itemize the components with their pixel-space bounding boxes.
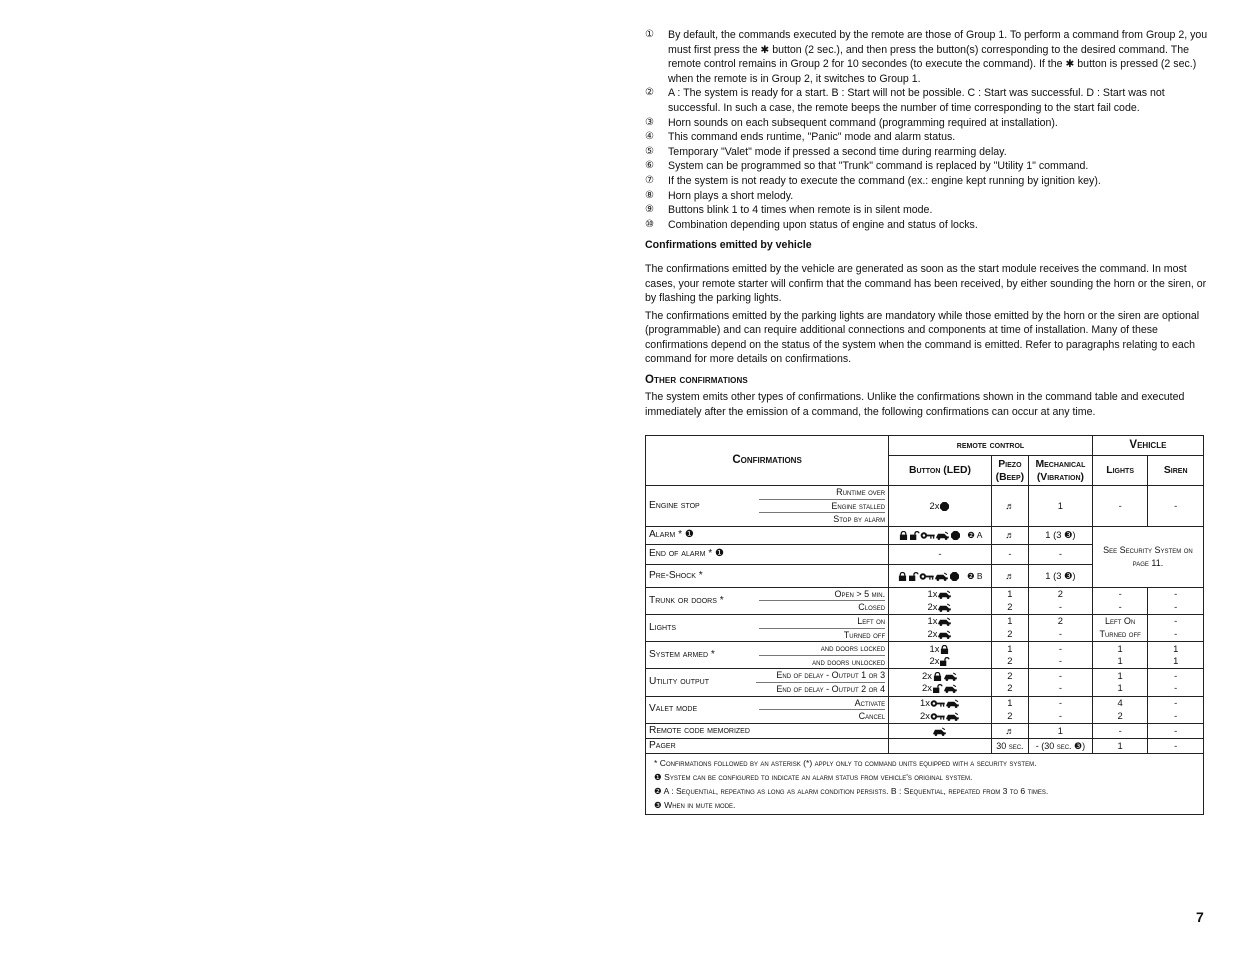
- stop-icon: [939, 502, 950, 511]
- armed-lights: 1 1: [1092, 642, 1148, 669]
- key-icon: [919, 572, 934, 581]
- unlock-icon: [939, 657, 950, 666]
- paragraph-vehicle-1: The confirmations emitted by the vehicle are generated as soon as the start module receives the command. In most cases, your remote starter will confirm that the command has been received, by either sounding the horn or the siren, or by flashing the parking lights.: [645, 262, 1207, 305]
- car-icon: [937, 630, 952, 639]
- row-label-valet-mode: Valet mode: [646, 696, 756, 723]
- note-1: ① By default, the commands executed by the remote are those of Group 1. To perform a command from Group 2, you must first press the ✱ button (2 sec.), and then press the button(s) corresponding to the desired command. The remote control remains in Group 2 for 10 secondes (to execute the command). If the ✱ button is pressed (2 sec.) when the remote is in Group 2, it switches to Group 1.: [645, 29, 1208, 85]
- row-label-alarm: Alarm * ❶: [646, 526, 889, 544]
- valet-button: 1x 2x: [889, 696, 992, 723]
- lights-piezo: 1 2: [991, 614, 1028, 641]
- row-label-pre-shock: Pre-Shock *: [646, 564, 889, 587]
- pager-mech: - (30 sec. ❸): [1028, 738, 1092, 753]
- lights-lights: Left On Turned off: [1092, 614, 1148, 641]
- row-sub-valet-mode: Activate Cancel: [756, 696, 889, 723]
- page-number: 7: [1196, 909, 1204, 925]
- trunk-lights: - -: [1092, 587, 1148, 614]
- note-6: ⑥ System can be programmed so that "Trunk" command is replaced by "Utility 1" command.: [645, 160, 1089, 173]
- footnote-asterisk: * Confirmations followed by an asterisk (*) apply only to command units equipped with a security system.: [654, 757, 1037, 768]
- armed-piezo: 1 2: [991, 642, 1028, 669]
- pager-siren: -: [1148, 738, 1204, 753]
- utility-button: 2x 2x: [889, 669, 992, 696]
- row-sub-lights: Left on Turned off: [756, 614, 889, 641]
- end-alarm-button: -: [889, 544, 992, 564]
- header-vehicle: Vehicle: [1092, 436, 1203, 456]
- note-9: ⑨ Buttons blink 1 to 4 times when remote is in silent mode.: [645, 204, 933, 217]
- utility-mech: - -: [1028, 669, 1092, 696]
- lock-icon: [898, 531, 909, 540]
- note-7: ⑦ If the system is not ready to execute the command (ex.: engine kept running by ignition key).: [645, 174, 1101, 187]
- table-row-remote-code: [646, 723, 1204, 738]
- trunk-siren: - -: [1148, 587, 1204, 614]
- stop-icon: [950, 531, 961, 540]
- car-icon: [945, 699, 960, 708]
- row-sub-trunk: Open > 5 min. Closed: [756, 587, 889, 614]
- pager-button: [889, 738, 992, 753]
- row-label-engine-stop: Engine stop: [646, 486, 756, 527]
- header-piezo: Piezo (Beep): [991, 456, 1028, 486]
- table-row-engine-stop: [646, 486, 1204, 527]
- header-remote-control: remote control: [889, 436, 1093, 456]
- pre-shock-mech: 1 (3 ❸): [1028, 564, 1092, 587]
- row-label-end-of-alarm: End of alarm * ❶: [646, 544, 889, 564]
- pager-piezo: 30 sec.: [991, 738, 1028, 753]
- valet-lights: 4 2: [1092, 696, 1148, 723]
- car-icon: [945, 712, 960, 721]
- trunk-button: 1x 2x: [889, 587, 992, 614]
- trunk-piezo: 1 2: [991, 587, 1028, 614]
- table-footnotes-row: [646, 753, 1204, 814]
- header-confirmations: Confirmations: [646, 436, 889, 486]
- unlock-icon: [909, 531, 920, 540]
- lights-siren: - -: [1148, 614, 1204, 641]
- remote-code-button: [889, 723, 992, 738]
- header-button-led: Button (LED): [889, 456, 992, 486]
- notes-column: [645, 28, 1210, 419]
- car-icon: [943, 684, 958, 693]
- table-row-valet-mode: [646, 696, 1204, 723]
- row-sub-engine-stop: Runtime over Engine stalled Stop by alarm: [756, 486, 889, 527]
- pre-shock-piezo: ♬: [991, 564, 1028, 587]
- armed-siren: 1 1: [1148, 642, 1204, 669]
- alarm-button: ❷ A: [889, 526, 992, 544]
- remote-code-siren: -: [1148, 723, 1204, 738]
- heading-other-confirmations: Other confirmations: [645, 374, 748, 387]
- table-row-system-armed: [646, 642, 1204, 669]
- armed-mech: - -: [1028, 642, 1092, 669]
- footnote-2: ❷ A : Sequential, repeating as long as alarm condition persists. B : Sequential, repeated from 3 to 6 times.: [654, 785, 1049, 796]
- engine-stop-lights: -: [1092, 486, 1148, 527]
- armed-button: 1x 2x: [889, 642, 992, 669]
- header-mechanical: Mechanical (Vibration): [1028, 456, 1092, 486]
- table-row-pager: [646, 738, 1204, 753]
- row-label-utility-output: Utility output: [646, 669, 756, 696]
- header-lights: Lights: [1092, 456, 1148, 486]
- note-5: ⑤ Temporary "Valet" mode if pressed a second time during rearming delay.: [645, 145, 1007, 158]
- trunk-mech: 2 -: [1028, 587, 1092, 614]
- row-label-trunk: Trunk or doors *: [646, 587, 756, 614]
- lock-icon: [897, 572, 908, 581]
- remote-code-lights: -: [1092, 723, 1148, 738]
- see-security-note: See Security System on page 11.: [1092, 526, 1203, 587]
- paragraph-other: The system emits other types of confirmations. Unlike the confirmations shown in the command table and executed immediately after the emission of a command, the following confirmations can occur at any time.: [645, 391, 1185, 418]
- key-icon: [930, 712, 945, 721]
- note-2: ② A : The system is ready for a start. B : Start will not be possible. C : Start was successful. D : Start was not successful. In such a case, the remote beeps the number of time corresponding to the start fail code.: [645, 87, 1165, 114]
- table-row-alarm: [646, 526, 1204, 544]
- engine-stop-button: 2x: [889, 486, 992, 527]
- header-siren: Siren: [1148, 456, 1204, 486]
- footnote-1: ❶ System can be configured to indicate an alarm status from vehicle's original system.: [654, 771, 973, 782]
- stop-icon: [949, 572, 960, 581]
- lock-icon: [932, 672, 943, 681]
- engine-stop-mech: 1: [1028, 486, 1092, 527]
- paragraph-vehicle-2: The confirmations emitted by the parking lights are mandatory while those emitted by the horn or the siren are optional (programmable) and can require additional connections and components at time of installation. Many of these confirmations depend on the status of the system when the command is emitted. Refer to paragraphs relating to each command for more details on confirmations.: [645, 309, 1200, 366]
- note-3: ③ Horn sounds on each subsequent command (programming required at installation).: [645, 116, 1058, 129]
- valet-piezo: 1 2: [991, 696, 1028, 723]
- note-10: ⑩ Combination depending upon status of engine and status of locks.: [645, 218, 978, 231]
- pre-shock-button: ❷ B: [889, 564, 992, 587]
- lights-mech: 2 -: [1028, 614, 1092, 641]
- row-label-lights: Lights: [646, 614, 756, 641]
- car-icon: [943, 672, 958, 681]
- pager-lights: 1: [1092, 738, 1148, 753]
- alarm-mech: 1 (3 ❸): [1028, 526, 1092, 544]
- utility-lights: 1 1: [1092, 669, 1148, 696]
- end-alarm-mech: -: [1028, 544, 1092, 564]
- alarm-piezo: ♬: [991, 526, 1028, 544]
- utility-piezo: 2 2: [991, 669, 1028, 696]
- row-sub-system-armed: and doors locked and doors unlocked: [756, 642, 889, 669]
- table-row-utility-output: [646, 669, 1204, 696]
- engine-stop-piezo: ♬: [991, 486, 1028, 527]
- key-icon: [920, 531, 935, 540]
- key-icon: [930, 699, 945, 708]
- lights-button: 1x 2x: [889, 614, 992, 641]
- confirmations-table: [645, 435, 1204, 815]
- remote-code-piezo: ♬: [991, 723, 1028, 738]
- car-icon: [934, 572, 949, 581]
- unlock-icon: [908, 572, 919, 581]
- note-4: ④ This command ends runtime, "Panic" mode and alarm status.: [645, 131, 956, 144]
- row-sub-utility-output: End of delay - Output 1 or 3 End of delay - Output 2 or 4: [756, 669, 889, 696]
- car-icon: [935, 531, 950, 540]
- valet-siren: - -: [1148, 696, 1204, 723]
- remote-code-mech: 1: [1028, 723, 1092, 738]
- note-8: ⑧ Horn plays a short melody.: [645, 189, 794, 202]
- footnote-3: ❸ When in mute mode.: [654, 799, 736, 810]
- end-alarm-piezo: -: [991, 544, 1028, 564]
- car-icon: [932, 727, 947, 736]
- car-icon: [937, 617, 952, 626]
- car-icon: [937, 603, 952, 612]
- valet-mech: - -: [1028, 696, 1092, 723]
- lock-icon: [939, 645, 950, 654]
- table-footnotes: [646, 753, 1204, 814]
- row-label-system-armed: System armed *: [646, 642, 756, 669]
- table-row-trunk: [646, 587, 1204, 614]
- utility-siren: - -: [1148, 669, 1204, 696]
- row-label-remote-code: Remote code memorized: [646, 723, 889, 738]
- car-icon: [937, 590, 952, 599]
- engine-stop-siren: -: [1148, 486, 1204, 527]
- unlock-icon: [932, 684, 943, 693]
- table-row-lights: [646, 614, 1204, 641]
- heading-vehicle-confirmations: Confirmations emitted by vehicle: [645, 239, 812, 252]
- row-label-pager: Pager: [646, 738, 889, 753]
